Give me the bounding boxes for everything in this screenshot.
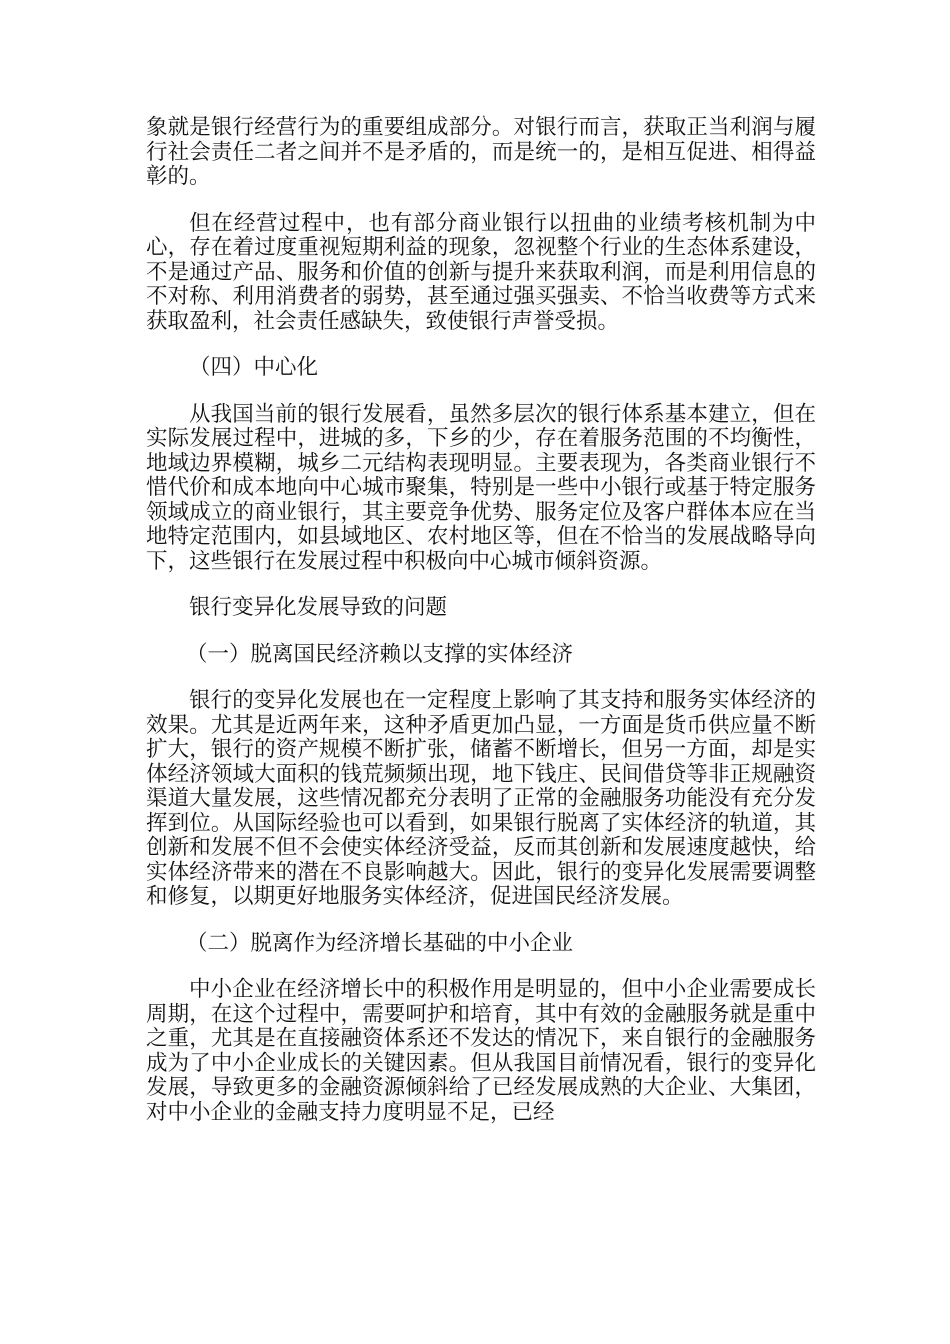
heading-sme: （二）脱离作为经济增长基础的中小企业	[186, 930, 574, 956]
document-page	[146, 116, 816, 1147]
heading-centralization: （四）中心化	[189, 355, 319, 380]
paragraph-real-economy: 银行的变异化发展也在一定程度上影响了其支持和服务实体经济的效果。尤其是近两年来，这种矛盾更加凸显，一方面是货币供应量不断扩大，银行的资产规模不断扩张，储蓄不断增长，但另一方面，却是实体经济领域大面积的钱荒频频出现，地下钱庄、民间借贷等非正规融资渠道大量发展，这些情况都充分表明了正常的金融服务功能没有充分发挥到位。从国际经验也可以看到，如果银行脱离了实体经济的轨道，其创新和发展不但不会使实体经济受益，反而其创新和发展速度越快，给实体经济带来的潜在不良影响越大。因此，银行的变异化发展需要调整和修复，以期更好地服务实体经济，促进国民经济发展。	[146, 688, 816, 909]
paragraph-social-responsibility: 象就是银行经营行为的重要组成部分。对银行而言，获取正当利润与履行社会责任二者之间并不是矛盾的，而是统一的，是相互促进、相得益彰的。	[146, 115, 816, 189]
heading-real-economy: （一）脱离国民经济赖以支撑的实体经济	[186, 641, 574, 667]
paragraph-short-term-profit: 但在经营过程中，也有部分商业银行以扭曲的业绩考核机制为中心，存在着过度重视短期利益的现象，忽视整个行业的生态体系建设，不是通过产品、服务和价值的创新与提升来获取利润，而是利用信息的不对称、利用消费者的弱势，甚至通过强买强卖、不恰当收费等方式来获取盈利，社会责任感缺失，致使银行声誉受损。	[146, 210, 816, 334]
paragraph-sme: 中小企业在经济增长中的积极作用是明显的，但中小企业需要成长周期，在这个过程中，需要呵护和培育，其中有效的金融服务就是重中之重，尤其是在直接融资体系还不发达的情况下，来自银行的金融服务成为了中小企业成长的关键因素。但从我国目前情况看，银行的变异化发展，导致更多的金融资源倾斜给了已经发展成熟的大企业、大集团，对中小企业的金融支持力度明显不足，已经	[146, 977, 816, 1125]
paragraph-urban-concentration: 从我国当前的银行发展看，虽然多层次的银行体系基本建立，但在实际发展过程中，进城的多，下乡的少，存在着服务范围的不均衡性，地域边界模糊，城乡二元结构表现明显。主要表现为，各类商业银行不惜代价和成本地向中心城市聚集，特别是一些中小银行或基于特定服务领域成立的商业银行，其主要竞争优势、服务定位及客户群体本应在当地特定范围内，如县域地区、农村地区等，但在不恰当的发展战略导向下，这些银行在发展过程中积极向中心城市倾斜资源。	[146, 401, 816, 574]
heading-problems: 银行变异化发展导致的问题	[189, 595, 448, 620]
